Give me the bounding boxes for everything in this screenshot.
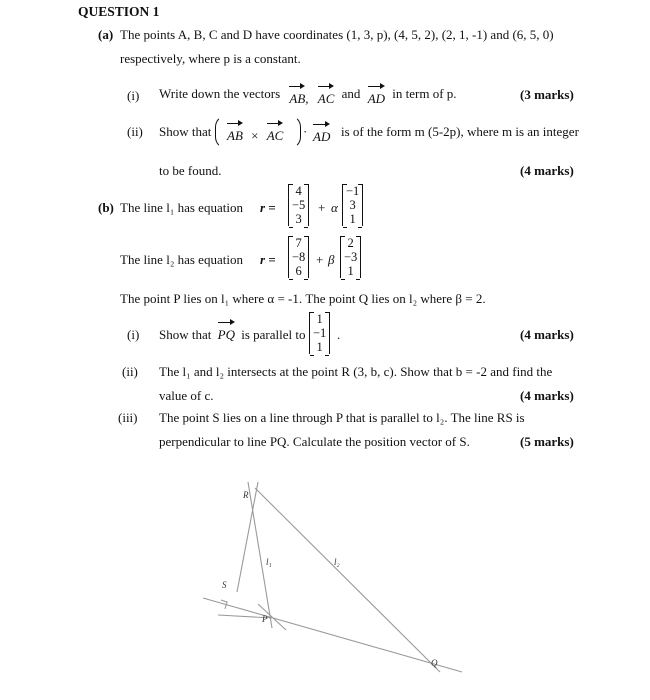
l2-dir-y: −3: [344, 250, 358, 264]
line-pq: [203, 598, 462, 672]
label-s: S: [222, 580, 227, 590]
l1-dir-x: −1: [346, 184, 360, 198]
part-b-iii-line1: The point S lies on a line through P that is parallel to l₂. The line RS is: [159, 410, 525, 425]
l1-r-equals: r =: [260, 200, 276, 215]
part-b-ii-number: (ii): [122, 364, 138, 379]
vector-ac: AC: [317, 91, 335, 106]
label-q: Q: [431, 658, 438, 668]
part-b-i-number: (i): [127, 327, 140, 342]
part-b-ii-line2: value of c.: [159, 388, 214, 403]
l1-text: The line l₁ has equation: [120, 200, 243, 215]
part-a-ii-marks: (4 marks): [520, 163, 574, 178]
part-a-ii-number: (ii): [127, 124, 143, 139]
vector-ab: AB: [289, 91, 306, 106]
vector-ab-2: AB: [227, 128, 243, 143]
part-b-i-show: Show that: [159, 327, 212, 342]
label-p: P: [262, 614, 268, 624]
label-l1: l₁: [266, 557, 272, 567]
points-p-q-statement: The point P lies on l₁ where α = -1. The point Q lies on l₂ where β = 2.: [120, 291, 486, 306]
part-a-ii-line2: to be found.: [159, 163, 222, 178]
l1-point-y: −5: [292, 198, 306, 212]
vector-ac-2: AC: [266, 128, 284, 143]
part-b-iii-number: (iii): [118, 410, 138, 425]
line-l2: [255, 488, 440, 672]
part-b-ii-marks: (4 marks): [520, 388, 574, 403]
part-a-ii-text-post: is of the form m (5-2p), where m is an integer: [341, 124, 579, 139]
part-b-i-parallel: is parallel to: [241, 327, 306, 342]
part-a-i-text-pre: Write down the vectors: [159, 86, 281, 101]
vector-ad-2: AD: [313, 129, 331, 144]
l2-dir-x: 2: [347, 236, 354, 250]
part-a-ii-show: Show that: [159, 124, 212, 139]
l1-point-x: 4: [295, 184, 302, 198]
part-b-ii-line1: The l₁ and l₂ intersects at the point R (3, b, c). Show that b = -2 and find the: [159, 364, 553, 379]
and-word: and: [341, 86, 361, 101]
vector-ad: AD: [367, 91, 386, 106]
part-b-label: (b): [98, 200, 114, 215]
part-a-label: (a): [98, 27, 114, 42]
parallel-vector-z: 1: [316, 340, 323, 354]
label-l2: l₂: [334, 557, 340, 567]
l2-point-y: −8: [292, 250, 306, 264]
l2-r-equals: r =: [260, 252, 276, 267]
part-b-i-marks: (4 marks): [520, 327, 574, 342]
part-b-i-period: .: [337, 327, 341, 342]
vector-separator: ,: [305, 91, 309, 106]
l1-dir-z: 1: [349, 212, 356, 226]
part-a-intro-line1: The points A, B, C and D have coordinates (1, 3, p), (4, 5, 2), (2, 1, -1) and (6, 5, 0): [120, 27, 554, 42]
l1-plus: +: [318, 200, 326, 215]
l2-beta: β: [328, 252, 335, 267]
l2-point-z: 6: [295, 264, 302, 278]
l2-plus: +: [316, 252, 324, 267]
parallel-vector-y: −1: [313, 326, 327, 340]
parallel-vector-x: 1: [316, 312, 323, 326]
l2-point-x: 7: [295, 236, 302, 250]
question-title: QUESTION 1: [78, 4, 160, 19]
part-a-i-text-post: in term of p.: [392, 86, 457, 101]
label-r: R: [243, 490, 249, 500]
part-a-i-marks: (3 marks): [520, 87, 574, 102]
l1-dir-y: 3: [349, 198, 356, 212]
l1-point-z: 3: [295, 212, 302, 226]
part-b-iii-marks: (5 marks): [520, 434, 574, 449]
part-a-i-number: (i): [127, 88, 140, 103]
part-b-iii-line2: perpendicular to line PQ. Calculate the position vector of S.: [159, 434, 470, 449]
times-symbol: ×: [251, 128, 259, 143]
dot-symbol: ·: [303, 124, 308, 139]
part-a-intro-line2: respectively, where p is a constant.: [120, 51, 301, 66]
l2-text: The line l₂ has equation: [120, 252, 243, 267]
l1-alpha: α: [331, 200, 338, 215]
vector-pq: PQ: [217, 327, 235, 342]
l2-dir-z: 1: [347, 264, 354, 278]
